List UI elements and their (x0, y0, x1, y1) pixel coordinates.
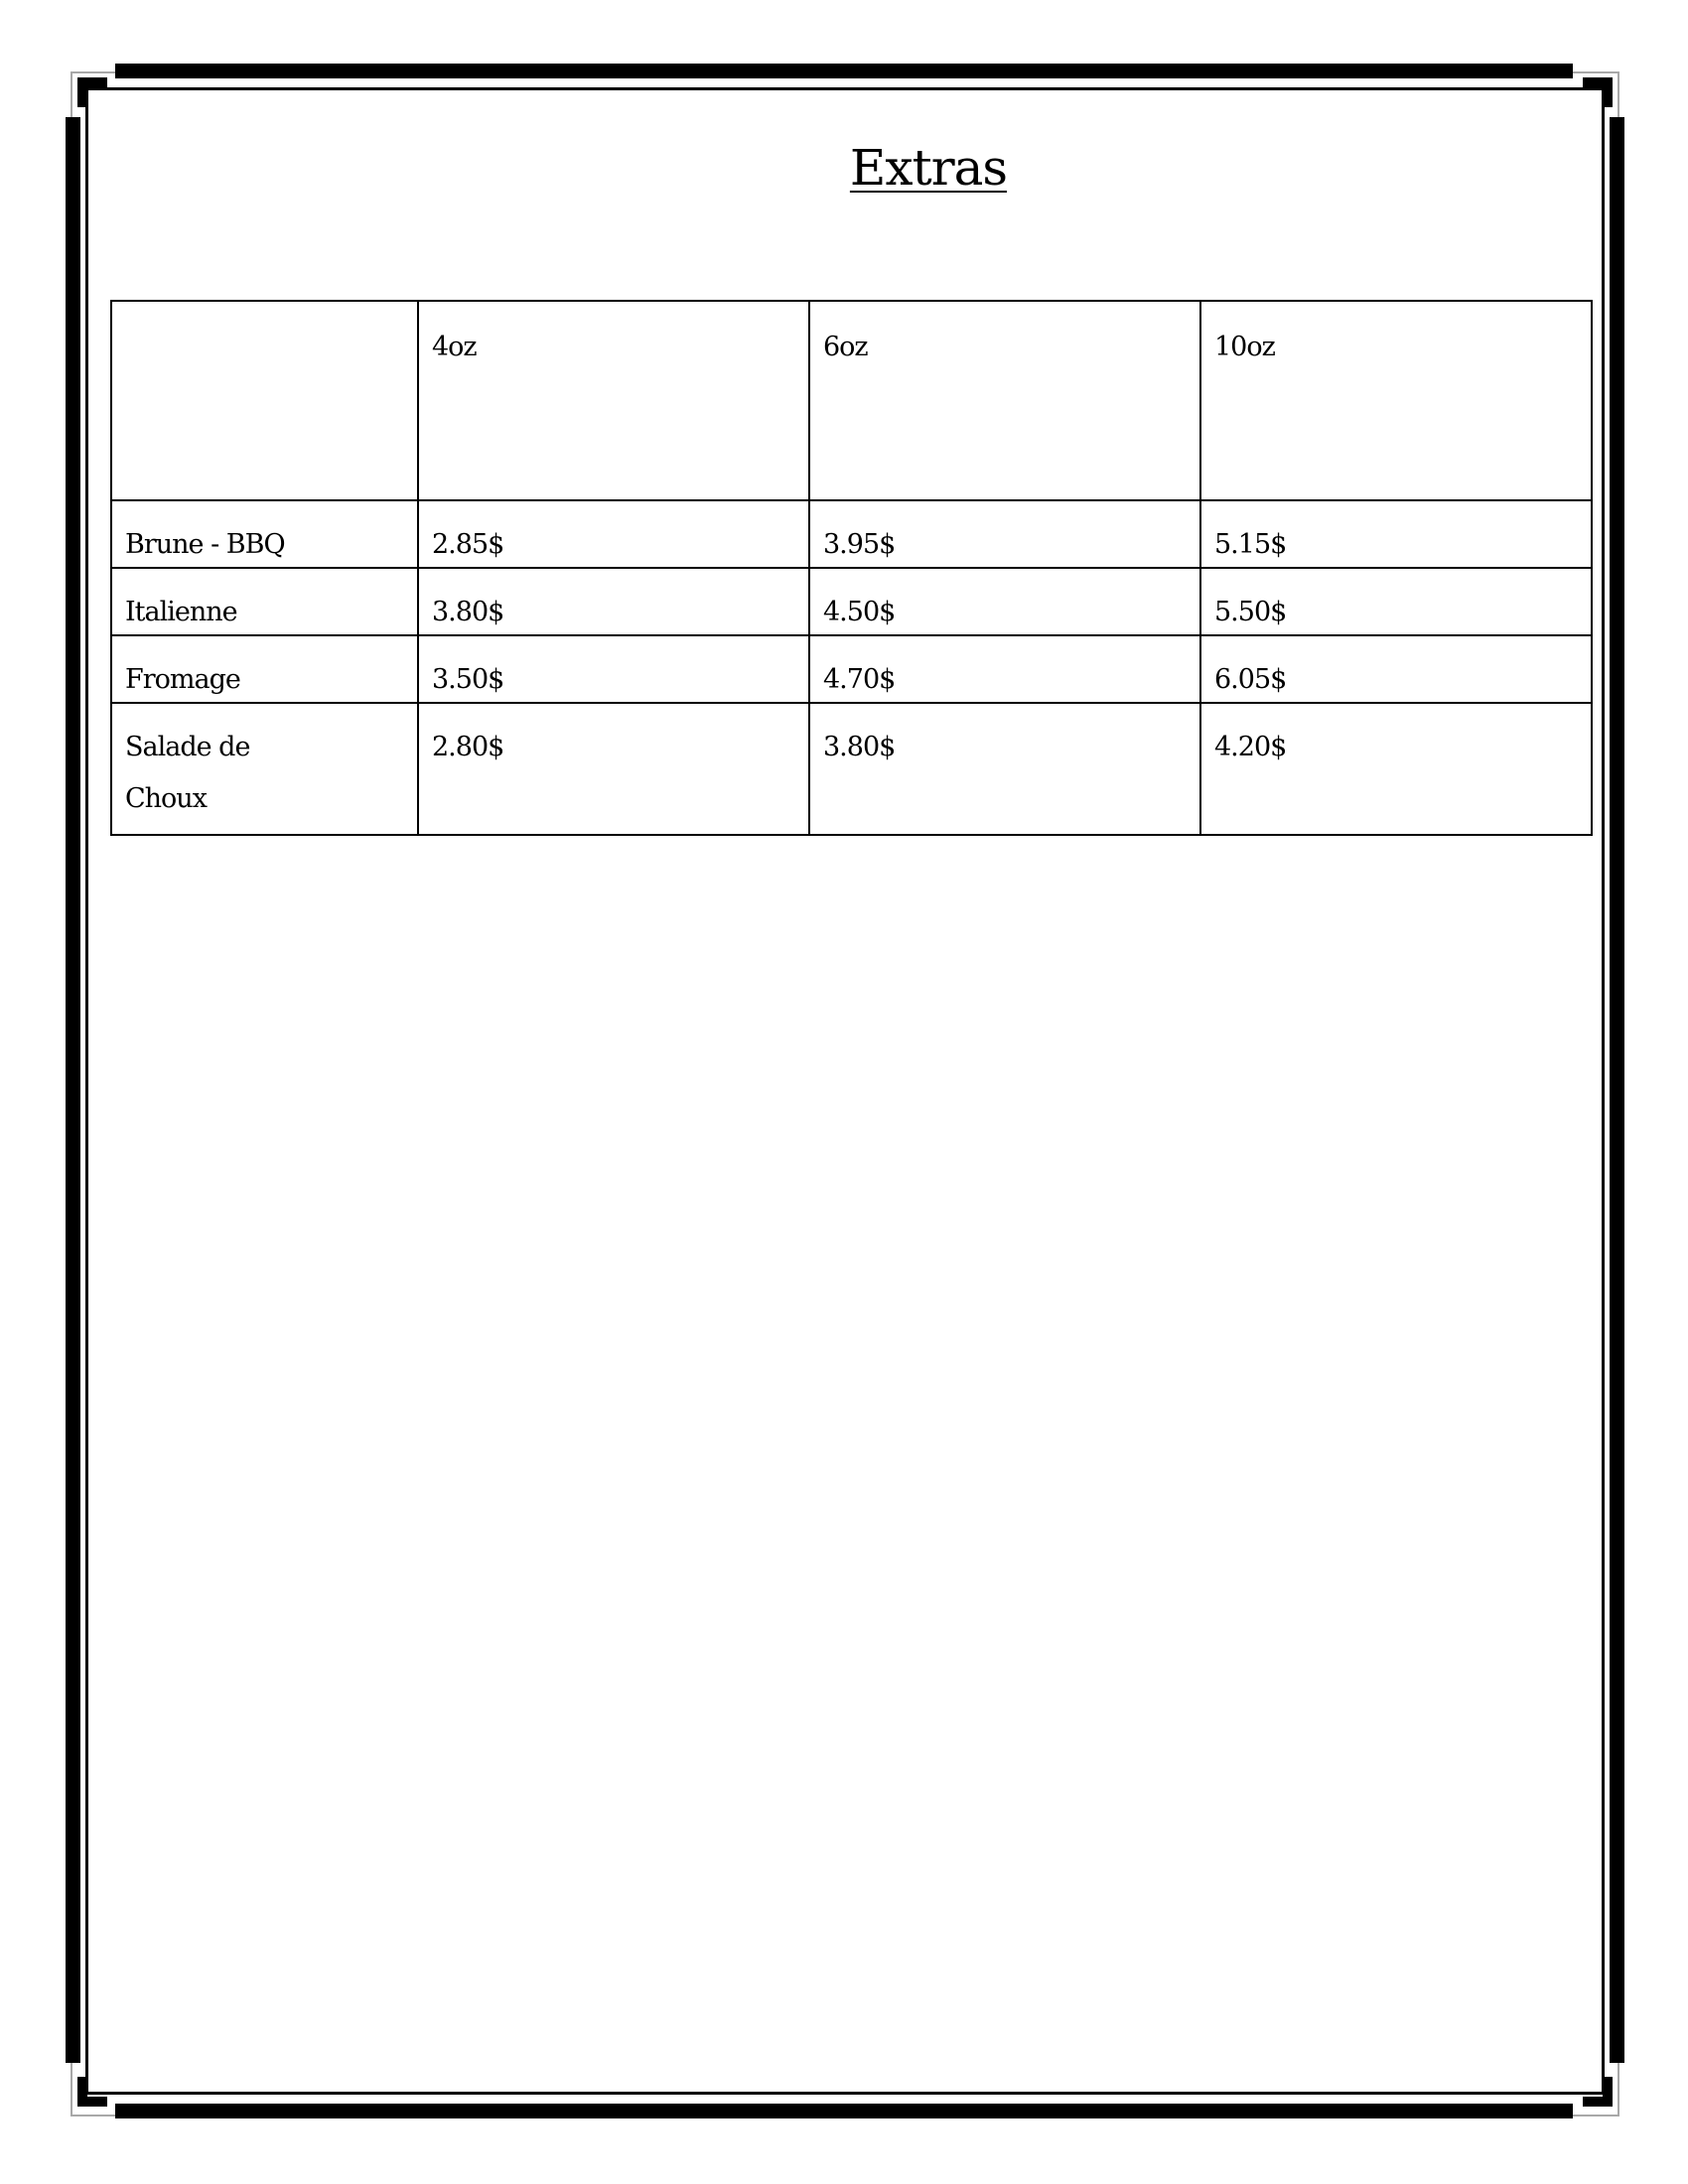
border-right-bar (1610, 117, 1624, 2063)
price-6oz: 4.70$ (823, 664, 896, 695)
header-cell-empty (111, 301, 418, 500)
border-corner-bottom-left (77, 2077, 107, 2107)
table-row (111, 500, 1592, 568)
price-cell-4oz (418, 703, 809, 835)
price-4oz: 2.85$ (432, 529, 504, 560)
item-name: Brune - BBQ (125, 529, 285, 560)
item-cell (111, 568, 418, 635)
header-text-4oz: 4oz (432, 332, 477, 362)
price-cell-4oz (418, 500, 809, 568)
price-10oz: 4.20$ (1214, 732, 1287, 762)
item-cell (111, 635, 418, 703)
extras-price-table (110, 300, 1593, 836)
price-cell-6oz (809, 500, 1200, 568)
table-row (111, 568, 1592, 635)
table-row (111, 635, 1592, 703)
page-title: Extras (849, 139, 1008, 197)
price-cell-6oz (809, 635, 1200, 703)
price-4oz: 2.80$ (432, 732, 504, 762)
header-cell-4oz (418, 301, 809, 500)
price-cell-10oz (1200, 635, 1592, 703)
price-cell-6oz (809, 568, 1200, 635)
item-name: Salade de Choux (125, 732, 250, 814)
item-cell (111, 703, 418, 835)
price-4oz: 3.80$ (432, 597, 504, 627)
border-bottom-bar (115, 2104, 1573, 2118)
border-top-bar (115, 64, 1573, 78)
price-6oz: 3.80$ (823, 732, 896, 762)
header-cell-10oz (1200, 301, 1592, 500)
price-cell-4oz (418, 635, 809, 703)
price-cell-10oz (1200, 568, 1592, 635)
item-cell (111, 500, 418, 568)
header-text-6oz: 6oz (823, 332, 868, 362)
price-10oz: 5.50$ (1214, 597, 1287, 627)
table-header-row (111, 301, 1592, 500)
header-cell-6oz (809, 301, 1200, 500)
price-10oz: 6.05$ (1214, 664, 1287, 695)
price-cell-10oz (1200, 500, 1592, 568)
table-row (111, 703, 1592, 835)
price-6oz: 4.50$ (823, 597, 896, 627)
price-cell-4oz (418, 568, 809, 635)
price-6oz: 3.95$ (823, 529, 896, 560)
price-cell-10oz (1200, 703, 1592, 835)
border-corner-top-left (77, 77, 107, 107)
border-left-bar (66, 117, 80, 2063)
price-cell-6oz (809, 703, 1200, 835)
item-name: Italienne (125, 597, 237, 627)
item-name: Fromage (125, 664, 240, 695)
price-4oz: 3.50$ (432, 664, 504, 695)
header-text-10oz: 10oz (1214, 332, 1275, 362)
border-corner-top-right (1583, 77, 1613, 107)
border-corner-bottom-right (1583, 2077, 1613, 2107)
price-10oz: 5.15$ (1214, 529, 1287, 560)
